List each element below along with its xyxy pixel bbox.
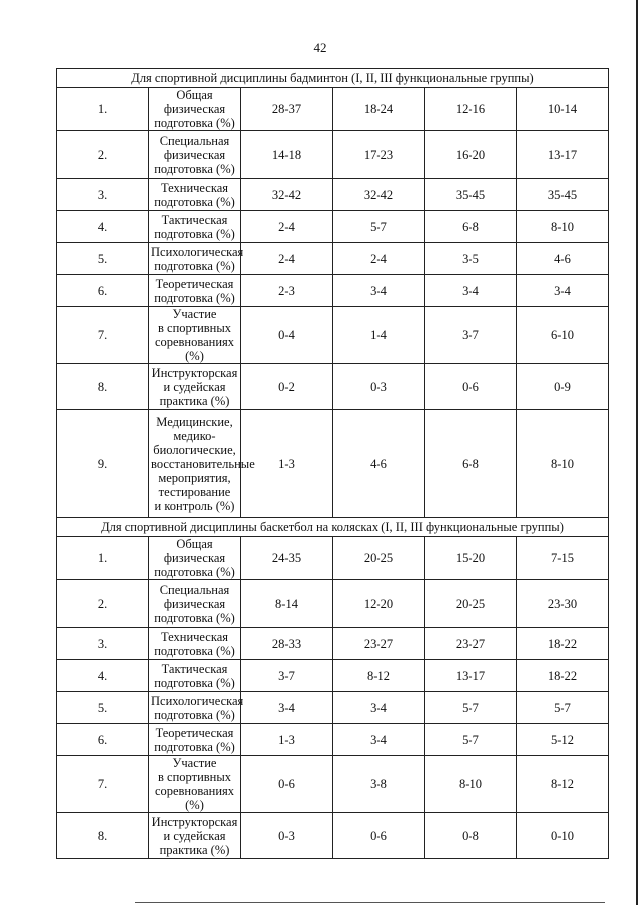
stage-value-cell: 28-37 [241, 88, 333, 131]
table-row [57, 88, 609, 131]
stage-value-cell: 1-3 [241, 410, 333, 518]
stage-value-cell: 8-10 [425, 756, 517, 813]
table-row [57, 364, 609, 410]
stage-value-cell: 4-6 [517, 243, 609, 275]
stage-value-cell: 32-42 [333, 179, 425, 211]
training-type-label: Общая физическая подготовка (%) [154, 88, 235, 130]
training-type-cell [149, 410, 255, 518]
training-type-label: Психологическая подготовка (%) [151, 244, 244, 273]
stage-value-cell: 18-22 [517, 660, 609, 692]
stage-value-cell: 35-45 [425, 179, 517, 211]
stage-value-cell: 14-18 [241, 131, 333, 179]
section-header-row [57, 69, 609, 88]
row-number: 2. [57, 580, 149, 628]
stage-value-cell: 7-15 [517, 537, 609, 580]
row-number: 9. [57, 410, 149, 518]
row-number: 7. [57, 307, 149, 364]
training-type-cell [149, 88, 241, 131]
section-header-row [57, 518, 609, 537]
stage-value-cell: 5-7 [425, 724, 517, 756]
scan-edge-bottom [135, 902, 605, 903]
training-type-label: Специальная физическая подготовка (%) [154, 133, 235, 176]
stage-value-cell: 5-7 [517, 692, 609, 724]
stage-value-cell: 3-4 [333, 724, 425, 756]
stage-value-cell: 2-4 [241, 211, 333, 243]
table-row [57, 580, 609, 628]
training-type-cell [149, 211, 241, 243]
training-type-cell [149, 692, 244, 724]
training-type-label: Теоретическая подготовка (%) [154, 725, 235, 754]
stage-value-cell: 20-25 [425, 580, 517, 628]
training-type-cell [149, 756, 241, 813]
stage-value-cell: 0-2 [241, 364, 333, 410]
stage-value-cell: 3-4 [425, 275, 517, 307]
stage-value-cell: 3-4 [517, 275, 609, 307]
training-type-cell [149, 724, 241, 756]
stage-value-cell: 23-27 [333, 628, 425, 660]
training-type-cell [149, 537, 241, 580]
stage-value-cell: 0-8 [425, 813, 517, 859]
training-type-cell [149, 364, 241, 410]
stage-value-cell: 5-7 [425, 692, 517, 724]
table-row [57, 628, 609, 660]
stage-value-cell: 3-4 [333, 275, 425, 307]
stage-value-cell: 12-20 [333, 580, 425, 628]
row-number: 4. [57, 660, 149, 692]
row-number: 3. [57, 628, 149, 660]
stage-value-cell: 0-6 [425, 364, 517, 410]
training-type-cell [149, 179, 241, 211]
stage-value-cell: 3-7 [241, 660, 333, 692]
table-row [57, 307, 609, 364]
table-row [57, 410, 609, 518]
stage-value-cell: 0-6 [333, 813, 425, 859]
stage-value-cell: 3-7 [425, 307, 517, 364]
stage-value-cell: 3-4 [333, 692, 425, 724]
row-number: 6. [57, 275, 149, 307]
stage-value-cell: 0-3 [333, 364, 425, 410]
training-type-cell [149, 813, 241, 859]
training-type-label: Инструкторская и судейская практика (%) [151, 365, 238, 408]
table-row [57, 243, 609, 275]
stage-value-cell: 13-17 [517, 131, 609, 179]
row-number: 5. [57, 692, 149, 724]
stage-value-cell: 23-30 [517, 580, 609, 628]
stage-value-cell: 10-14 [517, 88, 609, 131]
training-type-label: Участие в спортивных соревнованиях (%) [154, 756, 235, 812]
row-number: 3. [57, 179, 149, 211]
stage-value-cell: 0-10 [517, 813, 609, 859]
training-type-label: Общая физическая подготовка (%) [154, 537, 235, 579]
stage-value-cell: 3-8 [333, 756, 425, 813]
table-row [57, 537, 609, 580]
training-type-label: Тактическая подготовка (%) [154, 661, 235, 690]
stage-value-cell: 18-22 [517, 628, 609, 660]
row-number: 1. [57, 537, 149, 580]
stage-value-cell: 17-23 [333, 131, 425, 179]
stage-value-cell: 12-16 [425, 88, 517, 131]
table-row [57, 211, 609, 243]
training-type-label: Техническая подготовка (%) [154, 629, 235, 658]
row-number: 5. [57, 243, 149, 275]
row-number: 6. [57, 724, 149, 756]
row-number: 1. [57, 88, 149, 131]
training-type-cell [149, 275, 241, 307]
training-type-cell [149, 660, 241, 692]
stage-value-cell: 2-4 [333, 243, 425, 275]
row-number: 8. [57, 813, 149, 859]
row-number: 4. [57, 211, 149, 243]
stage-value-cell: 24-35 [241, 537, 333, 580]
training-type-label: Специальная физическая подготовка (%) [154, 582, 235, 625]
stage-value-cell: 8-14 [241, 580, 333, 628]
training-type-cell [149, 307, 241, 364]
stage-value-cell: 35-45 [517, 179, 609, 211]
table-body [57, 69, 609, 859]
stage-value-cell: 8-10 [517, 211, 609, 243]
training-type-label: Психологическая подготовка (%) [151, 693, 244, 722]
training-type-label: Медицинские, медико- биологические, восстановительные мероприятия, тестирование и контроль (%) [151, 414, 255, 513]
stage-value-cell: 2-4 [241, 243, 333, 275]
training-norms-table [56, 68, 609, 859]
stage-value-cell: 15-20 [425, 537, 517, 580]
stage-value-cell: 23-27 [425, 628, 517, 660]
stage-value-cell: 6-8 [425, 211, 517, 243]
table-row [57, 813, 609, 859]
training-type-cell [149, 243, 244, 275]
training-type-cell [149, 628, 241, 660]
table-row [57, 724, 609, 756]
stage-value-cell: 5-7 [333, 211, 425, 243]
stage-value-cell: 28-33 [241, 628, 333, 660]
stage-value-cell: 8-12 [333, 660, 425, 692]
stage-value-cell: 4-6 [333, 410, 425, 518]
page-number: 42 [313, 40, 327, 55]
stage-value-cell: 0-6 [241, 756, 333, 813]
stage-value-cell: 0-4 [241, 307, 333, 364]
stage-value-cell: 16-20 [425, 131, 517, 179]
stage-value-cell: 8-10 [517, 410, 609, 518]
table-row [57, 179, 609, 211]
section-title: Для спортивной дисциплины баскетбол на колясках (I, II, III функциональные группы) [57, 518, 609, 537]
training-type-label: Участие в спортивных соревнованиях (%) [154, 307, 235, 363]
training-type-label: Инструкторская и судейская практика (%) [151, 814, 238, 857]
stage-value-cell: 5-12 [517, 724, 609, 756]
stage-value-cell: 20-25 [333, 537, 425, 580]
table-row [57, 692, 609, 724]
training-type-cell [149, 580, 241, 628]
row-number: 7. [57, 756, 149, 813]
training-type-label: Техническая подготовка (%) [154, 180, 235, 209]
stage-value-cell: 32-42 [241, 179, 333, 211]
stage-value-cell: 18-24 [333, 88, 425, 131]
scan-edge-right [636, 0, 638, 905]
stage-value-cell: 3-5 [425, 243, 517, 275]
section-title: Для спортивной дисциплины бадминтон (I, II, III функциональные группы) [57, 69, 609, 88]
stage-value-cell: 3-4 [241, 692, 333, 724]
table-row [57, 660, 609, 692]
row-number: 2. [57, 131, 149, 179]
stage-value-cell: 8-12 [517, 756, 609, 813]
stage-value-cell: 0-3 [241, 813, 333, 859]
training-type-label: Теоретическая подготовка (%) [154, 276, 235, 305]
stage-value-cell: 13-17 [425, 660, 517, 692]
table-row [57, 131, 609, 179]
training-type-cell [149, 131, 241, 179]
stage-value-cell: 1-4 [333, 307, 425, 364]
stage-value-cell: 2-3 [241, 275, 333, 307]
stage-value-cell: 1-3 [241, 724, 333, 756]
row-number: 8. [57, 364, 149, 410]
training-type-label: Тактическая подготовка (%) [154, 212, 235, 241]
stage-value-cell: 6-8 [425, 410, 517, 518]
stage-value-cell: 6-10 [517, 307, 609, 364]
table-row [57, 756, 609, 813]
table-row [57, 275, 609, 307]
stage-value-cell: 0-9 [517, 364, 609, 410]
